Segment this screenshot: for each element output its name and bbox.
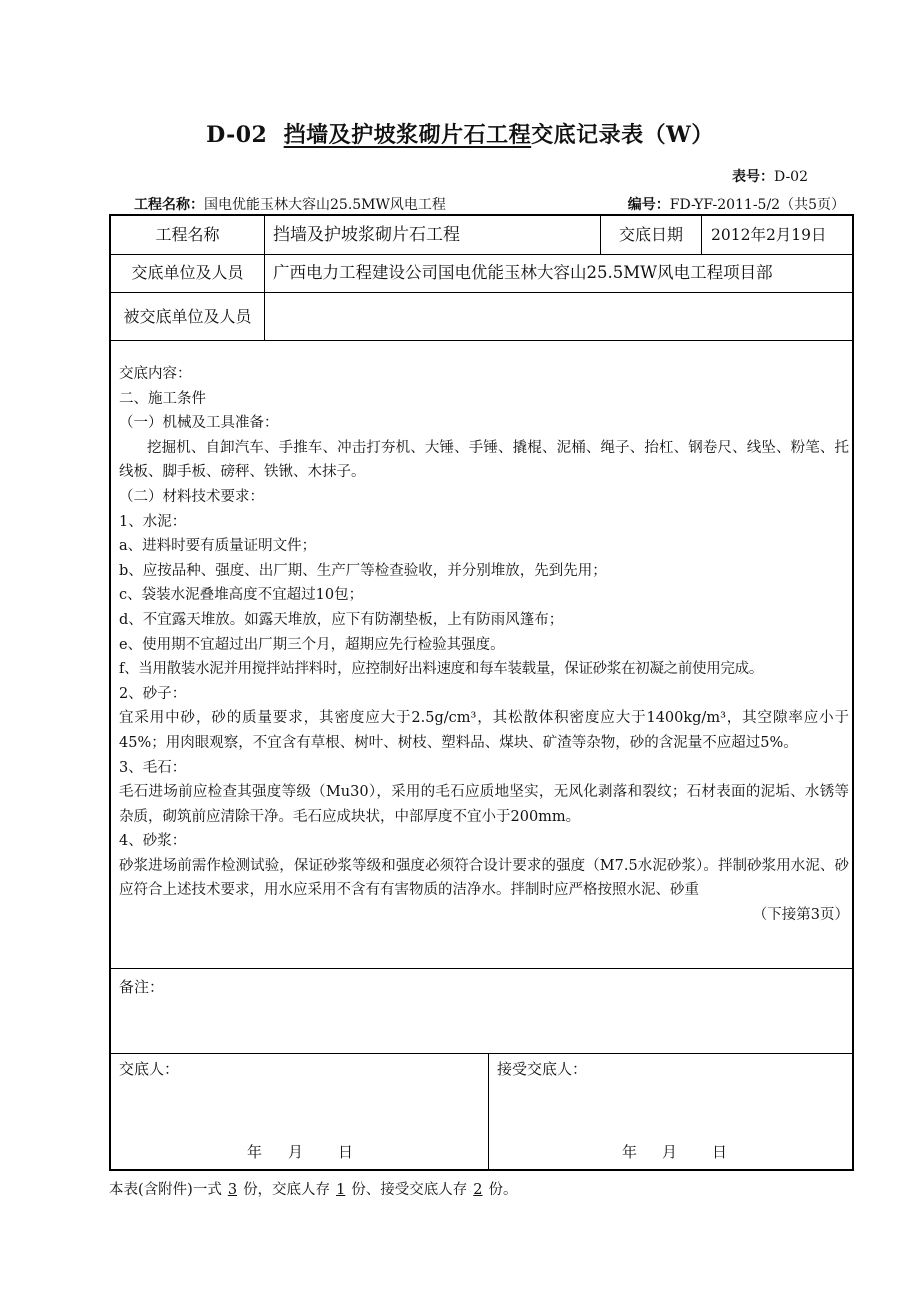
subsection-materials: （二）材料技术要求： bbox=[119, 488, 264, 505]
disclosure-content bbox=[119, 362, 849, 928]
sand-paragraph: 宜采用中砂，砂的质量要求，其密度应大于2.5g/cm³，其松散体积密度应大于1400kg/m³，其空隙率应小于45%；用肉眼观察，不宜含有草根、树叶、树枝、塑料品、煤块、矿渣等杂物，砂的含泥量不应超过5%。 bbox=[119, 710, 849, 751]
discloser-unit-header: 交底单位及人员 bbox=[131, 263, 244, 282]
title-underlined: 挡墙及护坡浆砌片石工程 bbox=[283, 122, 532, 148]
serial-number-label: 编号： bbox=[627, 197, 670, 213]
content-heading: 交底内容： bbox=[119, 366, 192, 382]
mortar-heading: 4、砂浆： bbox=[119, 833, 187, 850]
cement-item-b: b、应按品种、强度、出厂期、生产厂等检查验收，并分别堆放，先到先用； bbox=[119, 562, 607, 579]
row-divider bbox=[111, 968, 854, 969]
disclosure-date-cell: 2012年2月19日 bbox=[711, 226, 827, 244]
continued-note: （下接第3页） bbox=[752, 907, 849, 924]
discloser-signature-label: 交底人： bbox=[119, 1060, 180, 1078]
form-number bbox=[732, 166, 808, 186]
receiver-unit-header: 被交底单位及人员 bbox=[123, 307, 252, 326]
footnote-text-4: 份。 bbox=[488, 1182, 518, 1198]
receiver-date-day: 日 bbox=[712, 1143, 728, 1161]
footnote-text-1: 本表(含附件)一式 bbox=[109, 1182, 222, 1198]
receiver-signature-label: 接受交底人： bbox=[497, 1060, 588, 1078]
footnote-text-2: 份，交底人存 bbox=[243, 1182, 331, 1198]
cement-item-d: d、不宜露天堆放。如露天堆放，应下有防潮垫板，上有防雨风篷布； bbox=[119, 611, 564, 628]
row-divider bbox=[111, 340, 854, 341]
tools-paragraph: 挖掘机、自卸汽车、手推车、冲击打夯机、大锤、手锤、撬棍、泥桶、绳子、抬杠、钢卷尺、线坠、粉笔、托线板、脚手板、磅秤、铁锹、木抹子。 bbox=[119, 439, 849, 481]
form-number-value: D-02 bbox=[773, 169, 808, 185]
serial-number-line bbox=[628, 194, 845, 214]
row-divider bbox=[111, 1053, 854, 1054]
sand-heading: 2、砂子： bbox=[119, 685, 187, 702]
stone-heading: 3、毛石： bbox=[119, 759, 187, 776]
project-name-value: 国电优能玉林大容山25.5MW风电工程 bbox=[204, 197, 446, 213]
stone-paragraph: 毛石进场前应检查其强度等级（Mu30），采用的毛石应质地坚实，无风化剥落和裂纹；石材表面的泥垢、水锈等杂质，砌筑前应清除干净。毛石应成块状，中部厚度不宜小于200mm。 bbox=[119, 784, 849, 825]
section-heading: 二、施工条件 bbox=[119, 390, 206, 407]
subsection-tools: （一）机械及工具准备： bbox=[119, 415, 279, 432]
discloser-date-year: 年 bbox=[247, 1143, 263, 1161]
cement-item-f: f、当用散装水泥并用搅拌站拌料时，应控制好出料速度和每车装载量，保证砂浆在初凝之前使用完成。 bbox=[119, 661, 764, 678]
copies-discloser: 1 bbox=[336, 1182, 346, 1198]
discloser-date-day: 日 bbox=[338, 1143, 354, 1161]
title-prefix: D-02 bbox=[206, 122, 268, 148]
page-title bbox=[0, 118, 920, 149]
row-divider bbox=[111, 254, 854, 255]
cement-item-a: a、进料时要有质量证明文件； bbox=[119, 538, 317, 555]
cement-heading: 1、水泥： bbox=[119, 513, 187, 530]
column-divider bbox=[488, 1053, 489, 1171]
receiver-date-month: 月 bbox=[662, 1143, 678, 1161]
copies-footnote bbox=[109, 1178, 518, 1199]
receiver-date-year: 年 bbox=[622, 1143, 638, 1161]
disclosure-date-header: 交底日期 bbox=[618, 225, 683, 244]
discloser-unit-cell: 广西电力工程建设公司国电优能玉林大容山25.5MW风电工程项目部 bbox=[273, 263, 773, 282]
copies-total: 3 bbox=[227, 1182, 238, 1198]
project-name-cell: 挡墙及护坡浆砌片石工程 bbox=[273, 225, 460, 245]
footnote-text-3: 份、接受交底人存 bbox=[351, 1182, 468, 1198]
title-suffix: 交底记录表（W） bbox=[531, 122, 714, 148]
cement-item-c: c、袋装水泥叠堆高度不宜超过10包； bbox=[119, 587, 364, 604]
mortar-paragraph: 砂浆进场前需作检测试验，保证砂浆等级和强度必须符合设计要求的强度（M7.5水泥砂浆）。拌制砂浆用水泥、砂应符合上述技术要求，用水应采用不含有有害物质的洁净水。拌制时应严格按照水泥、砂重 bbox=[119, 857, 849, 899]
cement-item-e: e、使用期不宜超过出厂期三个月，超期应先行检验其强度。 bbox=[119, 636, 505, 653]
project-name-line bbox=[134, 194, 446, 214]
discloser-date-month: 月 bbox=[288, 1143, 304, 1161]
disclosure-table bbox=[109, 214, 854, 1171]
column-divider bbox=[264, 216, 265, 340]
remarks-label: 备注： bbox=[119, 978, 165, 996]
project-name-label: 工程名称： bbox=[134, 197, 204, 213]
column-divider bbox=[701, 216, 702, 254]
serial-number-value: FD-YF-2011-5/2（共5页） bbox=[669, 197, 845, 213]
form-number-label: 表号： bbox=[731, 169, 774, 185]
copies-receiver: 2 bbox=[473, 1182, 483, 1198]
project-name-header: 工程名称 bbox=[155, 225, 220, 244]
row-divider bbox=[111, 292, 854, 293]
